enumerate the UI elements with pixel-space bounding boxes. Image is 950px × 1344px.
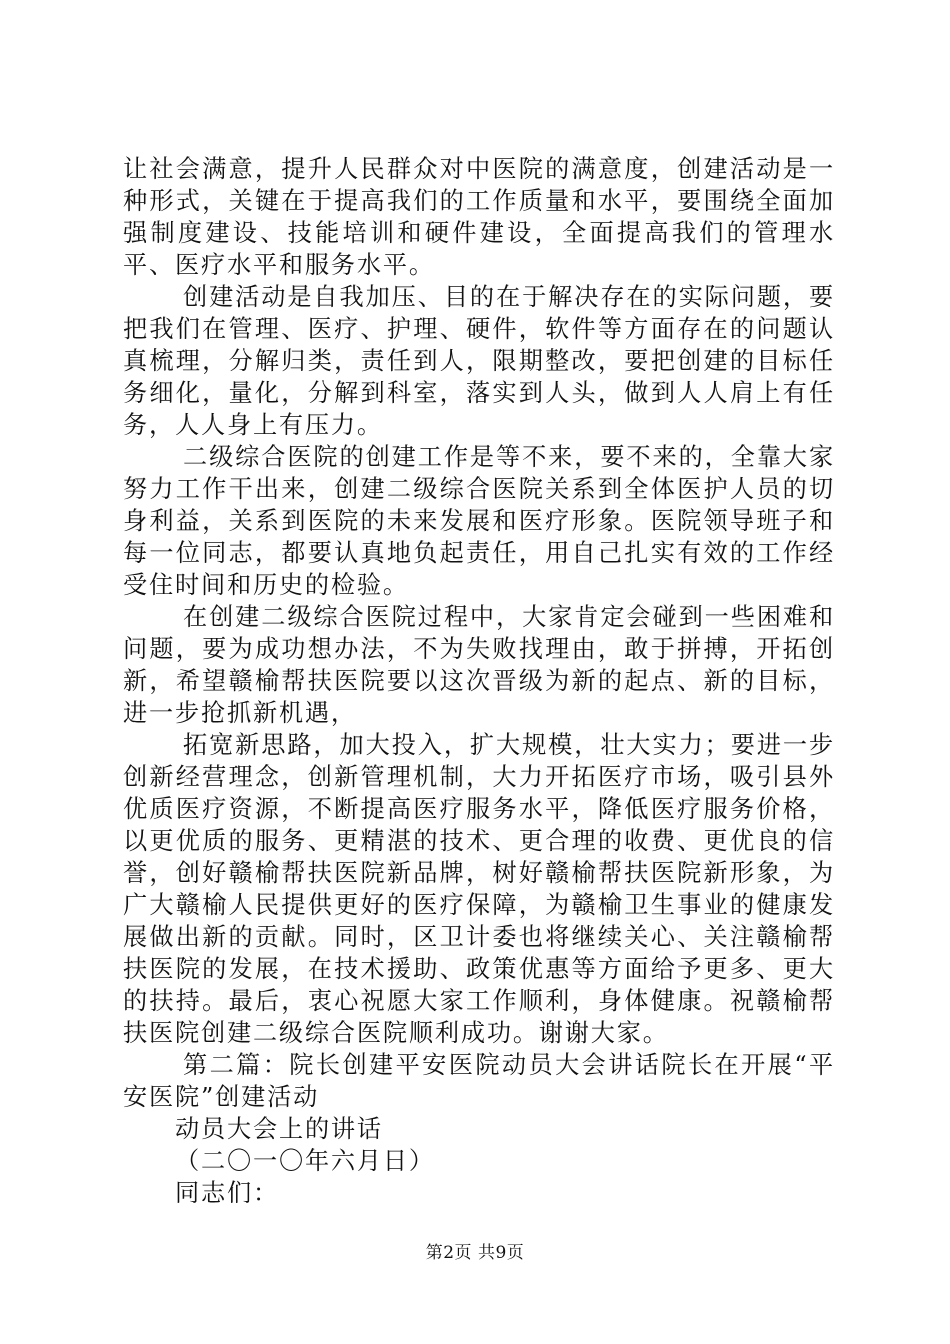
body-text	[123, 153, 835, 1209]
page-footer: 第2页 共9页	[425, 1243, 525, 1263]
paragraph-5: 拓宽新思路，加大投入，扩大规模，壮大实力；要进一步创新经营理念，创新管理机制，大力开拓医疗市场，吸引县外优质医疗资源，不断提高医疗服务水平，降低医疗服务价格，以更优质的服务、更精湛的技术、更合理的收费、更优良的信誉，创好赣榆帮扶医院新品牌，树好赣榆帮扶医院新形象，为广大赣榆人民提供更好的医疗保障，为赣榆卫生事业的健康发展做出新的贡献。同时，区卫计委也将继续关心、关注赣榆帮扶医院的发展，在技术援助、政策优惠等方面给予更多、更大的扶持。最后，衷心祝愿大家工作顺利，身体健康。祝赣榆帮扶医院创建二级综合医院顺利成功。谢谢大家。	[123, 731, 835, 1047]
section-heading: 第二篇：院长创建平安医院动员大会讲话院长在开展“平安医院”创建活动	[123, 1051, 835, 1111]
paragraph-1: 让社会满意，提升人民群众对中医院的满意度，创建活动是一种形式，关键在于提高我们的工作质量和水平，要围绕全面加强制度建设、技能培训和硬件建设，全面提高我们的管理水平、医疗水平和服务水平。	[123, 155, 835, 279]
paragraph-3: 二级综合医院的创建工作是等不来，要不来的，全靠大家努力工作干出来，创建二级综合医院关系到全体医护人员的切身利益，关系到医院的未来发展和医疗形象。医院领导班子和每一位同志，都要认真地负起责任，用自己扎实有效的工作经受住时间和历史的检验。	[123, 443, 835, 599]
speech-date-line: （二〇一〇年六月日）	[175, 1147, 435, 1175]
salutation-line: 同志们：	[175, 1179, 279, 1207]
speech-title-line: 动员大会上的讲话	[175, 1115, 383, 1143]
paragraph-2: 创建活动是自我加压、目的在于解决存在的实际问题，要把我们在管理、医疗、护理、硬件，软件等方面存在的问题认真梳理，分解归类，责任到人，限期整改，要把创建的目标任务细化，量化，分解到科室，落实到人头，做到人人肩上有任务，人人身上有压力。	[123, 283, 835, 439]
paragraph-4: 在创建二级综合医院过程中，大家肯定会碰到一些困难和问题，要为成功想办法，不为失败找理由，敢于拼搏，开拓创新，希望赣榆帮扶医院要以这次晋级为新的起点、新的目标，进一步抢抓新机遇，	[123, 603, 835, 727]
